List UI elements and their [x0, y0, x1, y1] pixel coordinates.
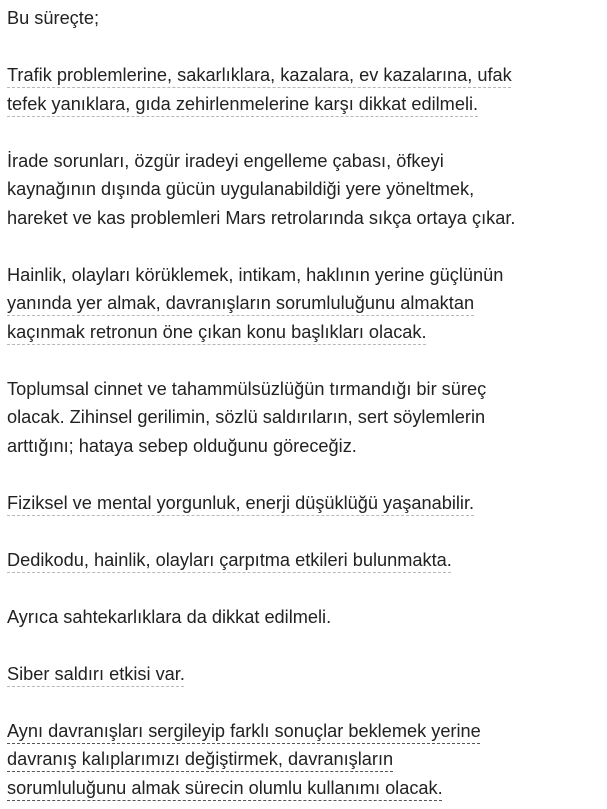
- paragraph-line: kaynağının dışında gücün uygulanabildiği yere yöneltmek,: [7, 179, 475, 199]
- paragraph-line: Aynı davranışları sergileyip farklı sonuçlar beklemek yerine: [7, 720, 481, 741]
- paragraph-line: davranış kalıplarımızı değiştirmek, davranışların: [7, 749, 394, 769]
- paragraph-line: Trafik problemlerine, sakarlıklara, kazalara, ev kazalarına, ufak: [7, 65, 512, 85]
- document-body: [7, 4, 605, 802]
- paragraph-line: Dedikodu, hainlik, olayları çarpıtma etkileri bulunmakta.: [7, 549, 452, 570]
- intro-paragraph: [7, 4, 605, 33]
- paragraph-accidents: [7, 61, 605, 118]
- paragraph-line: sorumluluğunu almak sürecin olumlu kullanımı olacak.: [7, 777, 443, 798]
- paragraph-line: Ayrıca sahtekarlıklara da dikkat edilmeli.: [7, 606, 332, 627]
- intro-text: Bu süreçte;: [7, 8, 99, 28]
- paragraph-gossip: [7, 546, 605, 575]
- paragraph-line: hareket ve kas problemleri Mars retrolarında sıkça ortaya çıkar.: [7, 207, 516, 228]
- paragraph-line: yanında yer almak, davranışların sorumluluğunu almaktan: [7, 293, 475, 313]
- paragraph-line: olacak. Zihinsel gerilimin, sözlü saldırıların, sert söylemlerin: [7, 407, 486, 427]
- paragraph-will-issues: [7, 147, 605, 233]
- paragraph-behavior-change: [7, 717, 605, 803]
- paragraph-line: Hainlik, olayları körüklemek, intikam, haklının yerine güçlünün: [7, 264, 504, 285]
- paragraph-betrayal: [7, 261, 605, 347]
- paragraph-line: kaçınmak retronun öne çıkan konu başlıkları olacak.: [7, 321, 427, 342]
- paragraph-line: arttığını; hataya sebep olduğunu göreceğiz.: [7, 435, 357, 456]
- paragraph-fatigue: [7, 489, 605, 518]
- paragraph-line: Siber saldırı etkisi var.: [7, 663, 185, 684]
- paragraph-line: İrade sorunları, özgür iradeyi engelleme çabası, öfkeyi: [7, 150, 444, 171]
- paragraph-fraud: [7, 603, 605, 632]
- paragraph-line: tefek yanıklara, gıda zehirlenmelerine karşı dikkat edilmeli.: [7, 93, 479, 114]
- paragraph-line: Toplumsal cinnet ve tahammülsüzlüğün tırmandığı bir süreç: [7, 378, 487, 399]
- paragraph-line: Fiziksel ve mental yorgunluk, enerji düşüklüğü yaşanabilir.: [7, 492, 475, 513]
- paragraph-cyber: [7, 660, 605, 689]
- paragraph-social-tension: [7, 375, 605, 461]
